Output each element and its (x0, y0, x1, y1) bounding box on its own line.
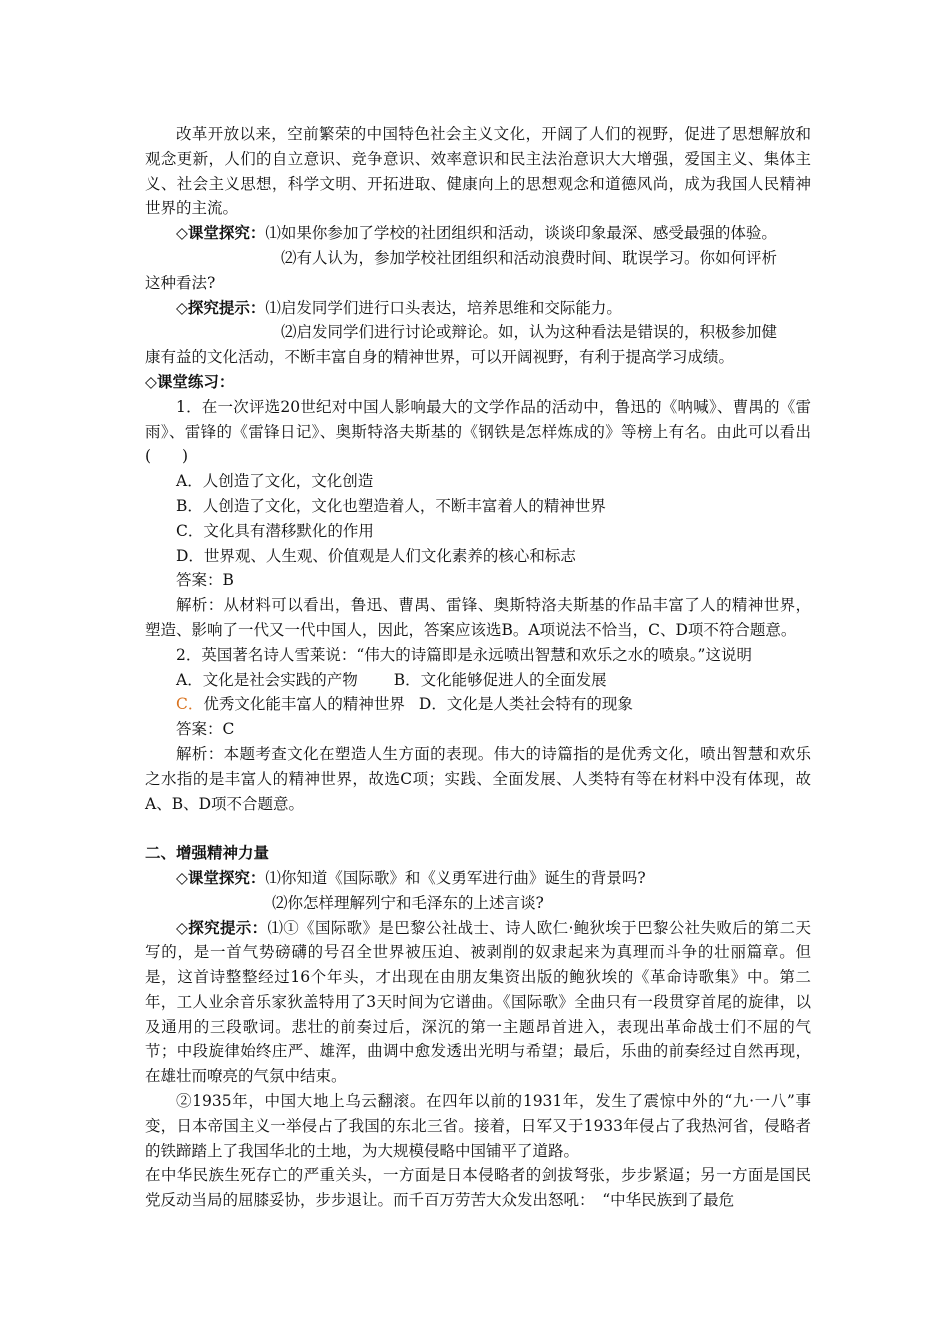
explore-question-1 (145, 221, 811, 246)
hint-2: ⑵启发同学们进行讨论或辩论。如，认为这种看法是错误的，积极参加健 (281, 323, 778, 342)
question-1-analysis: 解析：从材料可以看出，鲁迅、曹禺、雷锋、奥斯特洛夫斯基的作品丰富了人的精神世界，塑造、影响了一代又一代中国人，因此，答案应该选B。A项说法不恰当，C、D项不符合题意。 (145, 596, 811, 639)
question-2-option-d: D．文化是人类社会特有的现象 (418, 695, 633, 714)
question-2-option-a: A．文化是社会实践的产物 (176, 670, 358, 689)
explore-q1-text: ⑴如果你参加了学校的社团组织和活动，谈谈印象最深、感受最强的体验。 (265, 224, 777, 243)
explore2-question-2: ⑵你怎样理解列宁和毛泽东的上述言谈? (272, 893, 544, 912)
question-2-option-c: 优秀文化能丰富人的精神世界 (203, 695, 405, 714)
hint2-paragraph-1 (145, 916, 811, 1090)
explore2-q1-text: ⑴你知道《国际歌》和《义勇军进行曲》诞生的背景吗? (265, 868, 646, 887)
hint2-paragraph-2: ②1935年，中国大地上乌云翻滚。在四年以前的1931年，发生了震惊中外的“九·一八”事变，日本帝国主义一举侵占了我国的东北三省。接着，日军又于1933年侵占了我热河省，侵略者的铁蹄踏上了我国华北的土地，为大规模侵略中国铺平了道路。 (145, 1092, 811, 1160)
hint-1-text: ⑴启发同学们进行口头表达，培养思维和交际能力。 (265, 298, 622, 317)
question-2-analysis: 解析：本题考查文化在塑造人生方面的表现。伟大的诗篇指的是优秀文化，喷出智慧和欢乐之水指的是丰富人的精神世界，故选C项；实践、全面发展、人类特有等在材料中没有体现，故A、B、D项不合题意。 (145, 744, 811, 813)
hint-label: ◇探究提示： (176, 297, 266, 317)
document-page (145, 122, 811, 1213)
question-2-answer: 答案：C (176, 720, 235, 739)
question-1-option-a: A．人创造了文化，文化创造 (176, 472, 374, 491)
explore-label: ◇课堂探究： (176, 223, 266, 243)
question-2-options-cd (145, 692, 811, 717)
hint2-text: ⑴①《国际歌》是巴黎公社战士、诗人欧仁·鲍狄埃于巴黎公社失败后的第二天写的，是一首气势磅礴的号召全世界被压迫、被剥削的奴隶起来为真理而斗争的壮丽篇章。但是，这首诗整整经过16个年头，才出现在由朋友集资出版的鲍狄埃的《革命诗歌集》中。第二年，工人业余音乐家狄盖特用了3天时间为它谱曲。《国际歌》全曲只有一段贯穿首尾的旋律，以及通用的三段歌词。悲壮的前奏过后，深沉的第一主题昂首进入，表现出革命战士们不屈的气节；中段旋律始终庄严、雄浑，曲调中愈发透出光明与希望；最后，乐曲的前奏经过自然再现，在雄壮而嘹亮的气氛中结束。 (145, 918, 811, 1086)
question-2-stem: 2．英国著名诗人雪莱说：“伟大的诗篇即是永远喷出智慧和欢乐之水的喷泉。”这说明 (176, 645, 752, 664)
hint2-label: ◇探究提示： (176, 917, 268, 937)
section-2-heading: 二、增强精神力量 (145, 843, 270, 863)
explore2-question-1 (145, 866, 811, 891)
explore2-label: ◇课堂探究： (176, 867, 266, 887)
hint2-paragraph-3: 在中华民族生死存亡的严重关头，一方面是日本侵略者的剑拔弩张，步步紧逼；另一方面是国民党反动当局的屈膝妥协，步步退让。而千百万劳苦大众发出怒吼： “中华民族到了最危 (145, 1166, 811, 1210)
hint-2-cont: 康有益的文化活动，不断丰富自身的精神世界，可以开阔视野，有利于提高学习成绩。 (145, 348, 735, 367)
question-1-answer: 答案：B (176, 571, 234, 590)
question-2-options-ab (145, 668, 811, 693)
question-2-option-b: B．文化能够促进人的全面发展 (393, 670, 607, 689)
question-1-stem: 1．在一次评选20世纪对中国人影响最大的文学作品的活动中，鲁迅的《呐喊》、曹禺的《雷雨》、雷锋的《雷锋日记》、奥斯特洛夫斯基的《钢铁是怎样炼成的》等榜上有名。由此可以看出( ) (145, 397, 811, 466)
question-1-option-c: C．文化具有潜移默化的作用 (176, 521, 374, 540)
question-2-option-c-letter: C． (176, 695, 204, 714)
question-1-option-b: B．人创造了文化，文化也塑造着人，不断丰富着人的精神世界 (176, 496, 606, 515)
explore-question-2-cont: 这种看法? (145, 273, 216, 292)
intro-paragraph: 改革开放以来，空前繁荣的中国特色社会主义文化，开阔了人们的视野，促进了思想解放和观念更新，人们的自立意识、竞争意识、效率意识和民主法治意识大大增强，爱国主义、集体主义、社会主义思想，科学文明、开拓进取、健康向上的思想观念和道德风尚，成为我国人民精神世界的主流。 (145, 125, 811, 218)
explore-question-2: ⑵有人认为，参加学校社团组织和活动浪费时间、耽误学习。你如何评析 (281, 248, 778, 267)
practice-label: ◇课堂练习： (145, 371, 235, 391)
question-1-option-d: D．世界观、人生观、价值观是人们文化素养的核心和标志 (176, 546, 576, 565)
hint-1 (145, 296, 811, 321)
